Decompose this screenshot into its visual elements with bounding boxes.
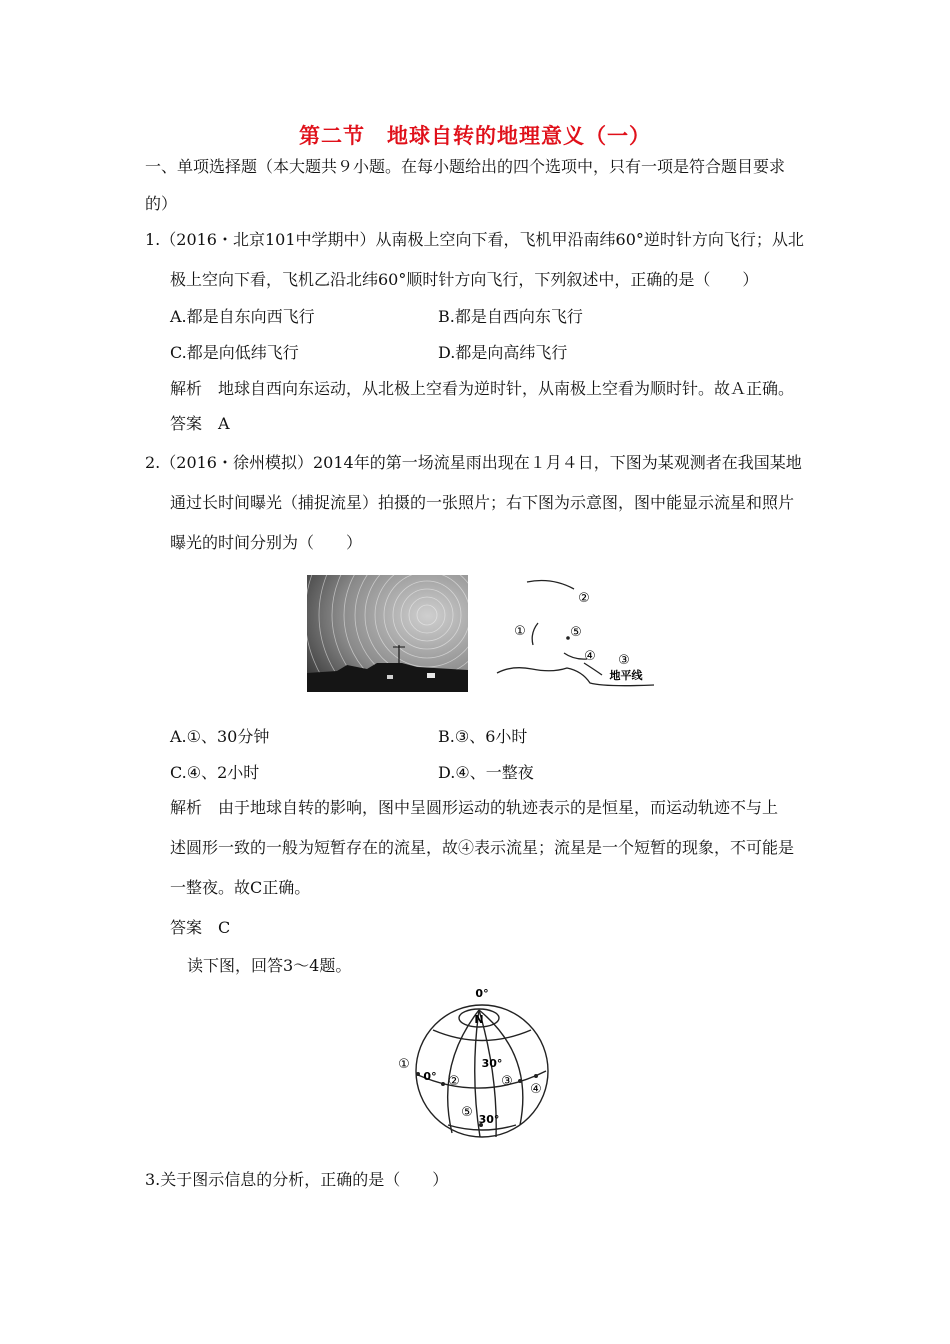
point-4: ④ xyxy=(530,1082,542,1097)
read-instruction: 读下图，回答3～4题。 xyxy=(187,956,352,975)
equator-line xyxy=(418,1071,546,1088)
q1-answer: 答案 A xyxy=(170,414,230,433)
q2-stem-line1: 2.（2016・徐州模拟）2014年的第一场流星雨出现在１月４日，下图为某观测者在我国某地 xyxy=(145,453,802,472)
q2-option-a: A.①、30分钟 xyxy=(170,727,270,746)
point-2: ② xyxy=(448,1074,460,1089)
point-3: ③ xyxy=(501,1074,513,1089)
point-1: ① xyxy=(398,1057,410,1072)
q1-option-b: B.都是自西向东飞行 xyxy=(438,307,583,326)
point-5: ⑤ xyxy=(461,1105,473,1120)
q2-analysis-line2: 述圆形一致的一般为短暂存在的流星，故④表示流星；流星是一个短暂的现象，不可能是 xyxy=(170,838,795,857)
globe-diagram xyxy=(390,985,560,1140)
label-2: ② xyxy=(578,591,590,606)
label-3: ③ xyxy=(618,653,630,668)
horizon-label: 地平线 xyxy=(609,669,643,682)
q2-stem-line2: 通过长时间曝光（捕捉流星）拍摄的一张照片；右下图为示意图，图中能显示流星和照片 xyxy=(170,493,795,512)
label-5: ⑤ xyxy=(570,625,582,640)
label-n-pole: N xyxy=(474,1013,484,1026)
q1-analysis: 解析 地球自西向东运动，从北极上空看为逆时针，从南极上空看为顺时针。故Ａ正确。 xyxy=(170,379,795,398)
q2-option-b: B.③、6小时 xyxy=(438,727,528,746)
section-heading-line2: 的） xyxy=(145,194,178,213)
label-0-left: 0° xyxy=(423,1070,437,1083)
q2-analysis-line3: 一整夜。故C正确。 xyxy=(170,878,311,897)
q1-option-d: D.都是向高纬飞行 xyxy=(438,343,568,362)
trail-3-arc xyxy=(584,663,602,675)
q2-option-d: D.④、一整夜 xyxy=(438,763,534,782)
page-title: 第二节 地球自转的地理意义（一） xyxy=(299,123,651,148)
q1-stem-line1: 1.（2016・北京101中学期中）从南极上空向下看，飞机甲沿南纬60°逆时针方向飞行；从北 xyxy=(145,230,804,249)
label-top-0: 0° xyxy=(475,987,489,1000)
latitude-line xyxy=(433,1030,531,1041)
label-30-upper: 30° xyxy=(481,1057,503,1070)
label-4: ④ xyxy=(584,649,596,664)
trail-2-arc xyxy=(527,581,574,589)
q2-answer: 答案 C xyxy=(170,918,231,937)
q2-stem-line3: 曝光的时间分别为（ ） xyxy=(170,533,363,552)
star-trail-photo xyxy=(307,575,468,692)
q1-option-c: C.都是向低纬飞行 xyxy=(170,343,299,362)
label-1: ① xyxy=(514,624,526,639)
q2-analysis-line1: 解析 由于地球自转的影响，图中呈圆形运动的轨迹表示的是恒星，而运动轨迹不与上 xyxy=(170,798,779,817)
meteor-schematic xyxy=(492,575,662,690)
q2-option-c: C.④、2小时 xyxy=(170,763,260,782)
q1-stem-line2: 极上空向下看，飞机乙沿北纬60°顺时针方向飞行，下列叙述中，正确的是（ ） xyxy=(170,270,759,289)
section-heading-line1: 一、单项选择题（本大题共９小题。在每小题给出的四个选项中，只有一项是符合题目要求 xyxy=(145,157,786,176)
q3-stem-line1: 3.关于图示信息的分析，正确的是（ ） xyxy=(145,1170,449,1189)
label-30-lower: 30° xyxy=(478,1113,500,1126)
trail-1-arc xyxy=(532,623,538,645)
q1-option-a: A.都是自东向西飞行 xyxy=(170,307,315,326)
